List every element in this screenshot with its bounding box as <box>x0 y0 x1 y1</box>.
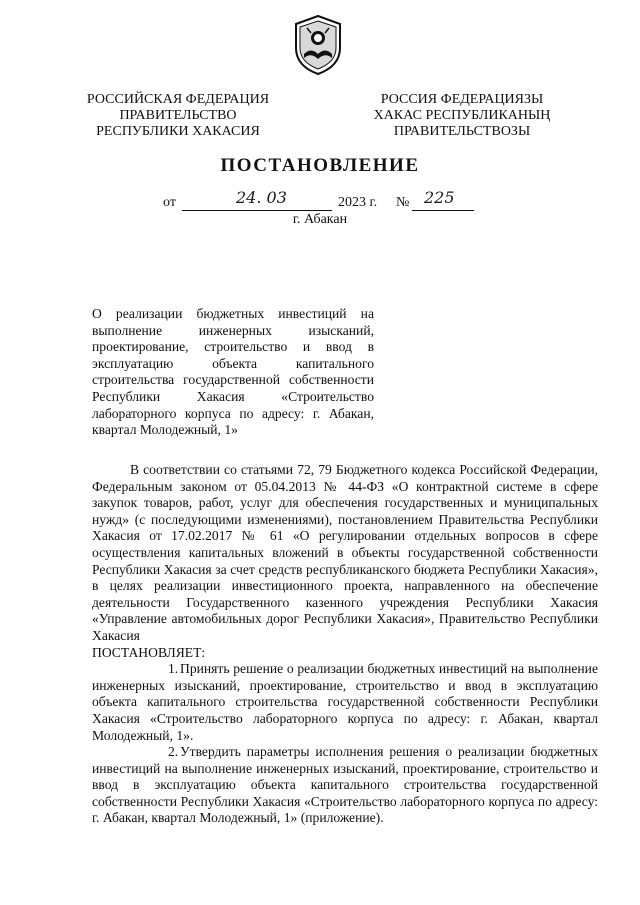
document-title: ПОСТАНОВЛЕНИЕ <box>220 155 420 176</box>
item-number: 2. <box>168 744 179 760</box>
handwritten-number: 225 <box>424 188 455 207</box>
header-right-line: ХАКАС РЕСПУБЛИКАНЫҢ <box>373 108 551 123</box>
list-item <box>92 744 598 827</box>
header-left-line: ПРАВИТЕЛЬСТВО <box>119 108 237 123</box>
header-right <box>362 92 562 140</box>
header-left-line: РОССИЙСКАЯ ФЕДЕРАЦИЯ <box>86 92 270 107</box>
handwritten-date: 24. 03 <box>236 188 287 207</box>
header-right-line: ПРАВИТЕЛЬСТВОЗЫ <box>393 124 531 139</box>
header-left-line: РЕСПУБЛИКИ ХАКАСИЯ <box>96 124 260 139</box>
preamble: В соответствии со статьями 72, 79 Бюджетного кодекса Российской Федерации, Федеральным законом от 05.04.2013 № 44-ФЗ «О контрактной системе в сфере закупок товаров, работ, услуг для обеспечения государственных и муниципальных нужд» (с последующими изменениями), постановлением Правительства Республики Хакасия от 17.02.2017 № 61 «О регулировании отдельных вопросов в сфере осуществления капитальных вложений в объекты государственной собственности Республики Хакасия за счет средств республиканского бюджета Республики Хакасия», в целях реализации инвестиционного проекта, направленного на обеспечение деятельности Государственного казенного учреждения Республики Хакасия «Управление автомобильных дорог Республики Хакасия», Правительство Республики Хакасия <box>92 462 598 643</box>
header-left <box>80 92 276 140</box>
number-sign: № <box>396 195 410 210</box>
coat-of-arms-icon <box>290 14 346 76</box>
item-text: Утвердить параметры исполнения решения о реализации бюджетных инвестиций на выполнение инженерных изысканий, проектирование, строительство и ввод в эксплуатацию объекта капитального строительства государственной собственности Республики Хакасия «Строительство лабораторного корпуса по адресу: г. Абакан, квартал Молодежный, 1» (приложение). <box>92 744 598 826</box>
header-right-line: РОССИЯ ФЕДЕРАЦИЯЗЫ <box>380 92 544 107</box>
list-item <box>92 661 598 744</box>
item-text: Принять решение о реализации бюджетных инвестиций на выполнение инженерных изысканий, проектирование, строительство и ввод в эксплуатацию объекта капитального строительства государственной собственности Республики Хакасия «Строительство лабораторного корпуса по адресу: г. Абакан, квартал Молодежный, 1». <box>92 661 598 743</box>
date-prefix: от <box>163 195 176 210</box>
resolves: ПОСТАНОВЛЯЕТ: <box>92 644 206 660</box>
city: г. Абакан <box>292 212 348 227</box>
subject-block: О реализации бюджетных инвестиций на выполнение инженерных изысканий, проектирование, строительство и ввод в эксплуатацию объекта капитального строительства государственной собственности Республики Хакасия «Строительство лабораторного корпуса по адресу: г. Абакан, квартал Молодежный, 1» <box>92 306 374 438</box>
body-text <box>92 462 598 827</box>
item-number: 1. <box>168 661 179 677</box>
date-year: 2023 г. <box>338 195 378 210</box>
